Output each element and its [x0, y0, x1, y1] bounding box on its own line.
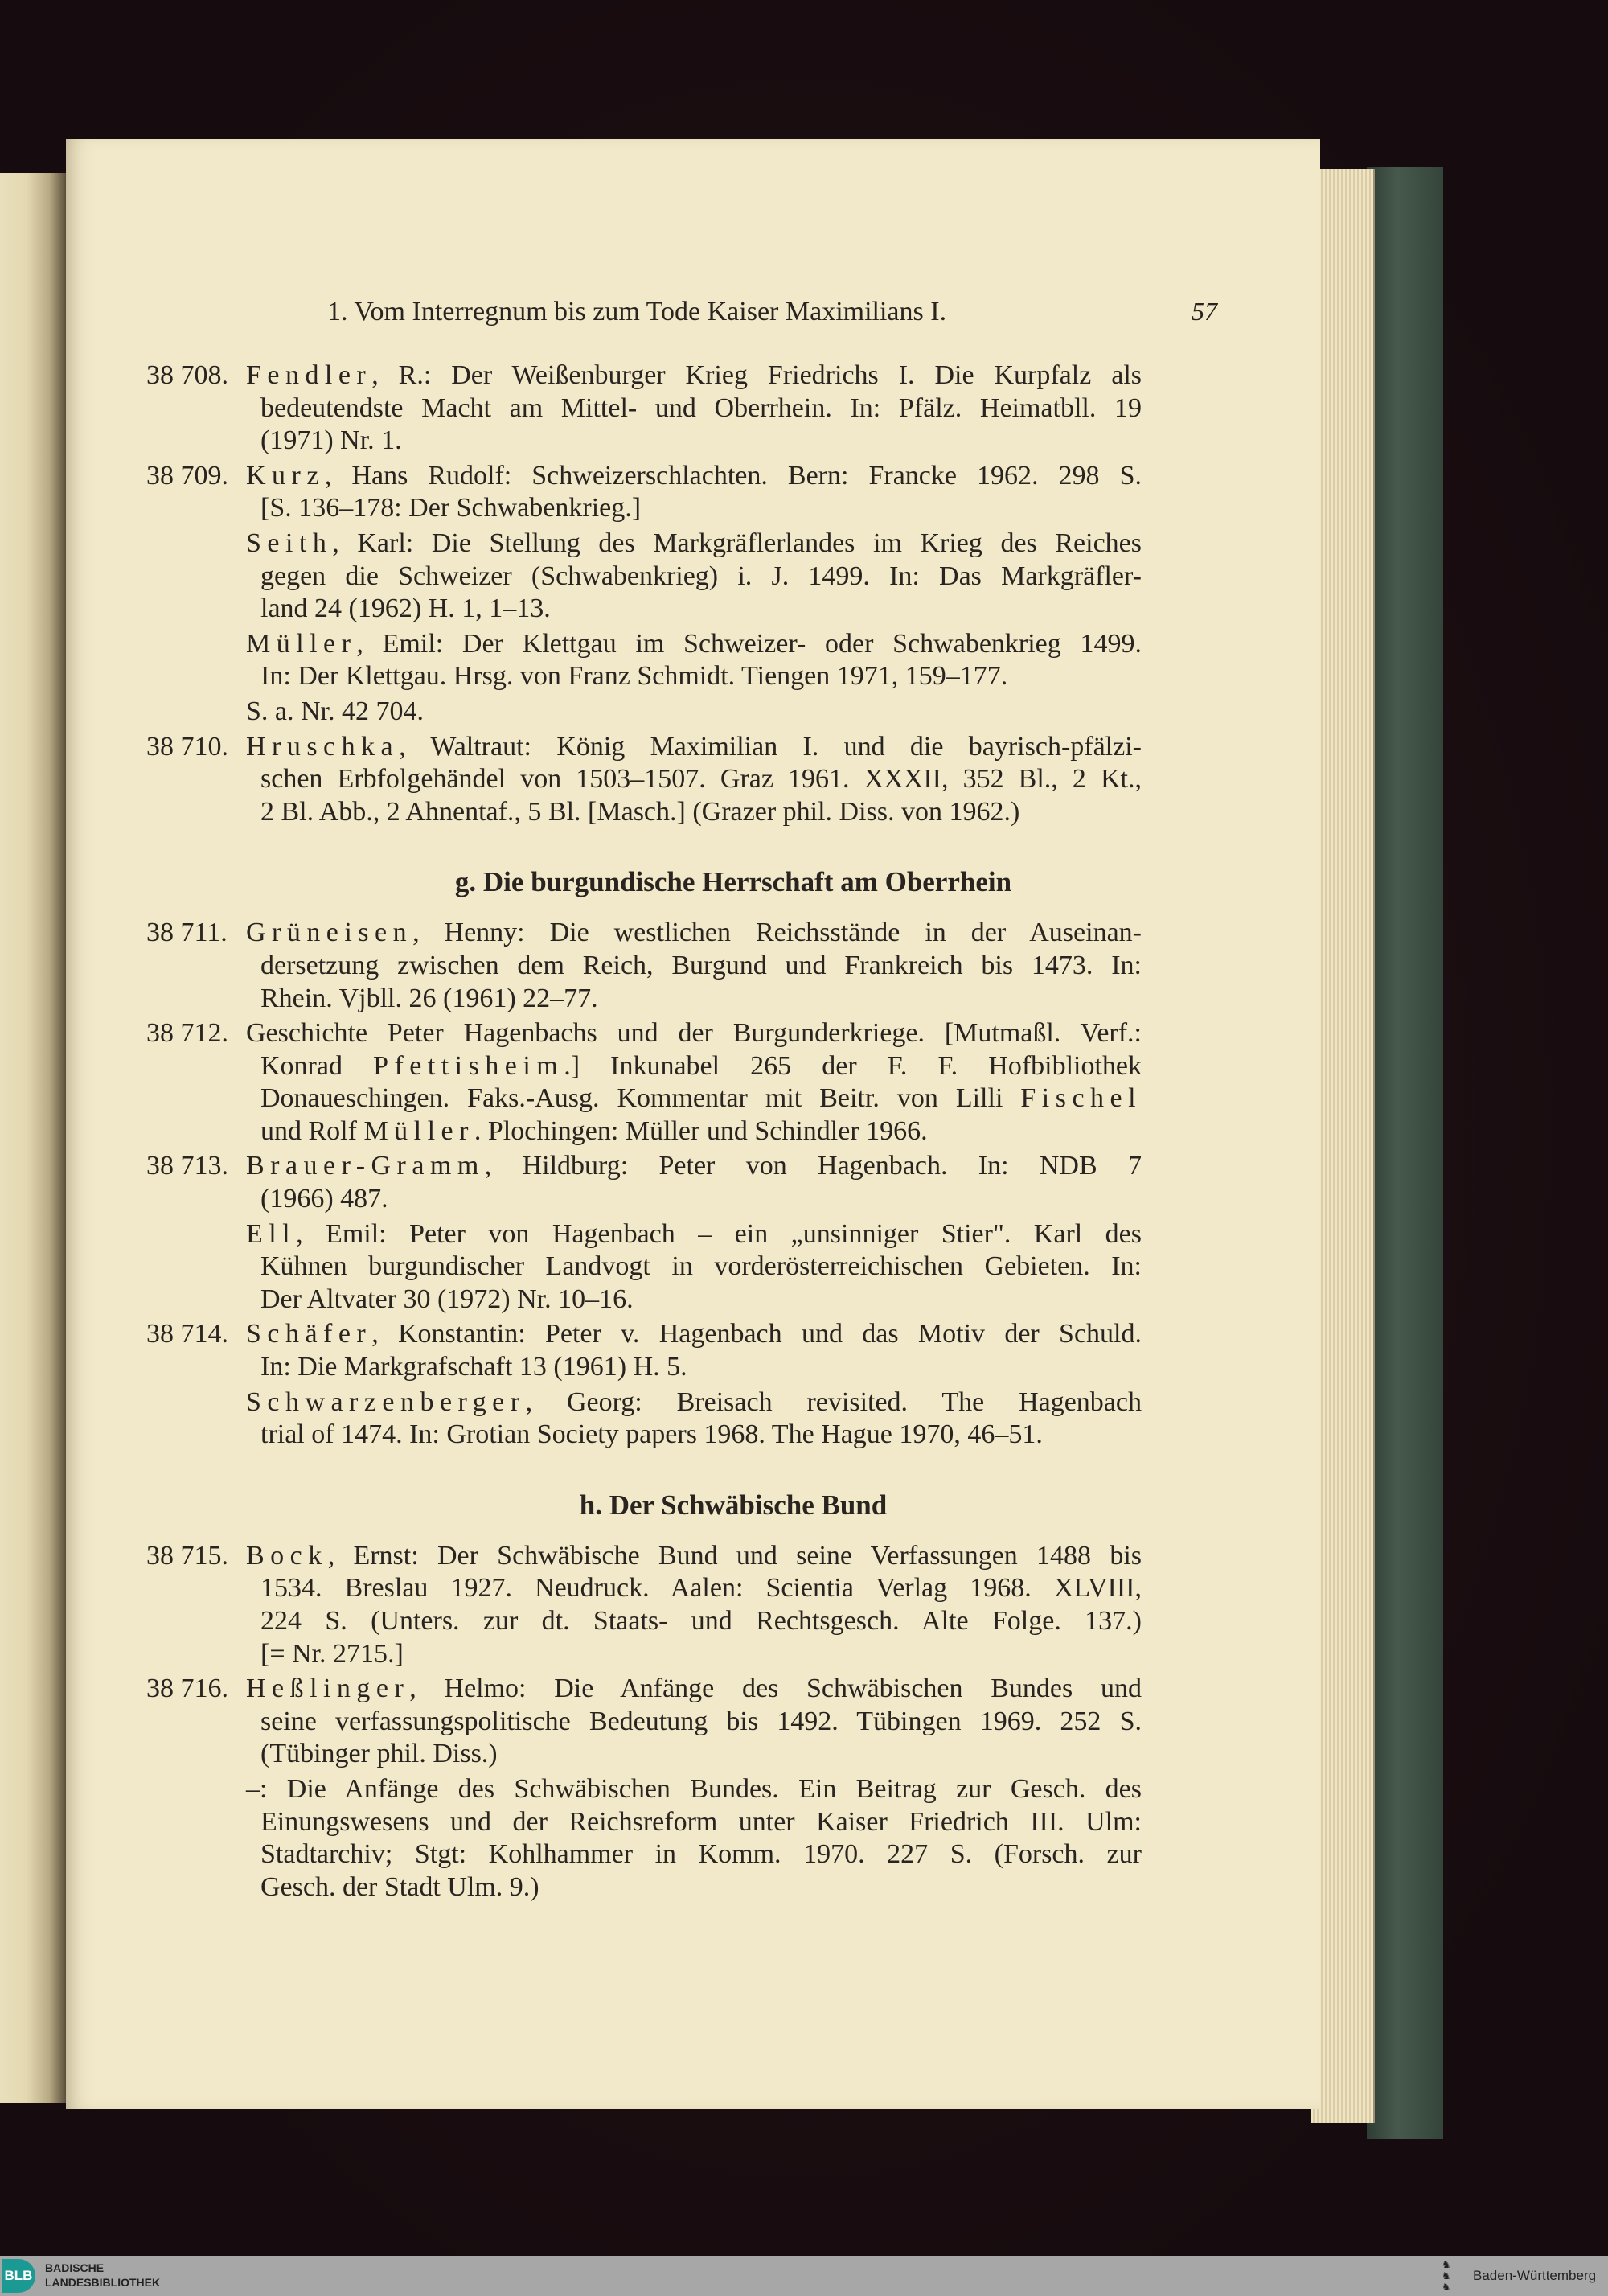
- text-segment: , Emil: Der Klettgau im Schweizer- oder Schwabenkrieg 1499.: [356, 628, 1142, 659]
- blb-logo-line2: LANDESBIBLIOTHEK: [45, 2276, 161, 2289]
- text-segment: , R.: Der Weißenburger Krieg Friedrichs I. Die Kurpfalz als: [371, 360, 1142, 390]
- text-segment: , Helmo: Die Anfänge des Schwäbischen Bundes und: [409, 1674, 1142, 1704]
- running-head-title: 1. Vom Interregnum bis zum Tode Kaiser Maximilians I.: [327, 297, 947, 327]
- page-content: [146, 295, 1224, 1904]
- author-name: Bock: [246, 1540, 328, 1571]
- author-name: Pfettisheim: [373, 1050, 564, 1081]
- entry-text: [246, 1540, 1142, 1573]
- author-name: Grüneisen: [246, 918, 413, 948]
- entry-line: [146, 660, 1224, 693]
- entry-text: [260, 1738, 1142, 1771]
- author-name: Seith: [246, 528, 333, 558]
- entry-text: [260, 763, 1142, 796]
- entry-text: [260, 1251, 1142, 1284]
- text-segment: .] Inkunabel 265 der F. F. Hofbibliothek: [564, 1050, 1142, 1081]
- text-segment: trial of 1474. In: Grotian Society papers 1968. The Hague 1970, 46–51.: [260, 1419, 1043, 1450]
- entry-line: [146, 492, 1224, 525]
- text-segment: . Plochingen: Müller und Schindler 1966.: [474, 1115, 928, 1146]
- entry-line: [146, 528, 1224, 561]
- entry-text: [246, 460, 1142, 493]
- entry-line: [146, 561, 1224, 594]
- author-name: Schwarzenberger: [246, 1386, 526, 1417]
- text-segment: seine verfassungspolitische Bedeutung bis 1492. Tübingen 1969. 252 S.: [260, 1706, 1142, 1736]
- text-segment: (Tübinger phil. Diss.): [260, 1739, 498, 1769]
- page-stack-edges: [1311, 169, 1375, 2123]
- text-segment: [= Nr. 2715.]: [260, 1638, 404, 1669]
- text-segment: (1971) Nr. 1.: [260, 425, 402, 456]
- entry-line: [146, 1318, 1224, 1351]
- entry-line: [146, 1638, 1224, 1671]
- entry-text: [246, 1773, 1142, 1806]
- entry-text: [260, 1183, 1142, 1216]
- entry-text: [260, 593, 1142, 626]
- author-name: Hruschka: [246, 731, 400, 762]
- author-name: Ell: [246, 1218, 297, 1249]
- entry-line: [146, 1082, 1224, 1115]
- entry-line: [146, 763, 1224, 796]
- text-segment: bedeutendste Macht am Mittel- und Oberrhein. In: Pfälz. Heimatbll. 19: [260, 392, 1142, 423]
- entry-text: [246, 628, 1142, 661]
- text-segment: , Ernst: Der Schwäbische Bund und seine Verfassungen 1488 bis: [327, 1540, 1142, 1571]
- entry-line: [146, 1806, 1224, 1839]
- text-segment: , Emil: Peter von Hagenbach – ein „unsinniger Stier". Karl des: [296, 1218, 1142, 1249]
- entry-line: [146, 1673, 1224, 1706]
- text-segment: , Georg: Breisach revisited. The Hagenbach: [525, 1386, 1142, 1417]
- facing-page-edge: [0, 173, 66, 2103]
- entry-number: 38 712.: [146, 1018, 228, 1049]
- entry-line: [146, 1838, 1224, 1871]
- bibliography-entry: [146, 1150, 1224, 1215]
- author-name: Müller: [363, 1115, 474, 1146]
- text-segment: Kühnen burgundischer Landvogt in vorderösterreichischen Gebieten. In:: [260, 1251, 1142, 1282]
- section-heading: h. Der Schwäbische Bund: [579, 1489, 888, 1521]
- entry-number: 38 711.: [146, 918, 228, 948]
- entry-text: [260, 1838, 1142, 1871]
- text-segment: In: Der Klettgau. Hrsg. von Franz Schmidt. Tiengen 1971, 159–177.: [260, 661, 1008, 692]
- entry-line: [146, 1183, 1224, 1216]
- entry-text: [246, 696, 1142, 729]
- text-segment: , Karl: Die Stellung des Markgräflerlandes im Krieg des Reiches: [332, 528, 1142, 558]
- entry-line: [146, 1386, 1224, 1419]
- entry-line: [146, 460, 1224, 493]
- entry-line: [146, 696, 1224, 729]
- text-segment: –: Die Anfänge des Schwäbischen Bundes. Ein Beitrag zur Gesch. des: [246, 1773, 1142, 1804]
- entry-text: [260, 1871, 1142, 1904]
- entry-text: [246, 1218, 1142, 1251]
- entry-line: [146, 731, 1224, 764]
- baden-wuerttemberg-logo-text: Baden-Württemberg: [1473, 2268, 1597, 2283]
- text-segment: S. a. Nr. 42 704.: [246, 696, 424, 726]
- entry-line: [146, 1540, 1224, 1573]
- author-name: Fendler: [246, 360, 372, 390]
- text-segment: 2 Bl. Abb., 2 Ahnentaf., 5 Bl. [Masch.] (Grazer phil. Diss. von 1962.): [260, 796, 1020, 827]
- text-segment: [S. 136–178: Der Schwabenkrieg.]: [260, 493, 642, 524]
- bibliography-entry: [146, 359, 1224, 458]
- text-segment: schen Erbfolgehändel von 1503–1507. Graz 1961. XXXII, 352 Bl., 2 Kt.,: [260, 764, 1142, 795]
- text-segment: , Waltraut: König Maximilian I. und die bayrisch-pfälzi-: [399, 731, 1142, 762]
- bibliography-entry: [146, 460, 1224, 525]
- entry-text: [260, 392, 1142, 425]
- entry-number: 38 708.: [146, 360, 228, 390]
- text-segment: Stadtarchiv; Stgt: Kohlhammer in Komm. 1970. 227 S. (Forsch. zur: [260, 1839, 1142, 1870]
- entry-line: [146, 359, 1224, 392]
- text-segment: Donaueschingen. Faks.-Ausg. Kommentar mit Beitr. von Lilli: [260, 1083, 1021, 1114]
- entry-text: [260, 1706, 1142, 1739]
- viewer-footer: [0, 2256, 1608, 2296]
- entry-text: [260, 1806, 1142, 1839]
- entry-line: [146, 1050, 1224, 1083]
- entry-line: [146, 1706, 1224, 1739]
- entry-line: [146, 950, 1224, 983]
- entry-text: [246, 917, 1142, 950]
- entry-number: 38 710.: [146, 731, 228, 762]
- entry-text: [260, 983, 1142, 1016]
- entry-line: [146, 1419, 1224, 1452]
- bibliography-entry: [146, 1673, 1224, 1771]
- entry-text: [246, 731, 1142, 764]
- text-segment: 224 S. (Unters. zur dt. Staats- und Rechtsgesch. Alte Folge. 137.): [260, 1606, 1142, 1636]
- section-heading: g. Die burgundische Herrschaft am Oberrhein: [454, 866, 1012, 898]
- entry-number: 38 716.: [146, 1674, 228, 1704]
- entry-line: [146, 917, 1224, 950]
- entry-text: [246, 359, 1142, 392]
- entry-text: [260, 1115, 1142, 1148]
- entry-text: [260, 1351, 1142, 1384]
- page-number: 57: [1192, 297, 1217, 326]
- entry-text: [246, 1017, 1142, 1050]
- entry-line: [146, 1351, 1224, 1384]
- entry-line: [146, 1251, 1224, 1284]
- text-segment: Gesch. der Stadt Ulm. 9.): [260, 1871, 539, 1902]
- entry-number: 38 715.: [146, 1540, 228, 1571]
- entry-line: [146, 1605, 1224, 1638]
- text-segment: (1966) 487.: [260, 1184, 388, 1214]
- entry-line: [146, 1572, 1224, 1605]
- text-segment: Einungswesens und der Reichsreform unter Kaiser Friedrich III. Ulm:: [260, 1806, 1142, 1837]
- bibliography-entry: [146, 1218, 1224, 1316]
- entry-line: [146, 1017, 1224, 1050]
- entry-text: [246, 1318, 1142, 1351]
- text-segment: , Hans Rudolf: Schweizerschlachten. Bern: Francke 1962. 298 S.: [324, 460, 1142, 491]
- entry-text: [260, 425, 1142, 458]
- text-segment: und Rolf: [260, 1115, 364, 1146]
- text-segment: Der Altvater 30 (1972) Nr. 10–16.: [260, 1284, 634, 1314]
- entry-line: [146, 1738, 1224, 1771]
- entry-number: 38 714.: [146, 1319, 228, 1349]
- entry-line: [146, 1284, 1224, 1316]
- entry-line: [146, 593, 1224, 626]
- entry-text: [260, 1419, 1142, 1452]
- entry-text: [260, 1284, 1142, 1316]
- text-segment: Konrad: [260, 1050, 374, 1081]
- bibliography-entry: [146, 1773, 1224, 1904]
- entry-text: [260, 1638, 1142, 1671]
- entry-text: [260, 660, 1142, 693]
- entry-line: [146, 1871, 1224, 1904]
- author-name: Fischel: [1020, 1083, 1142, 1114]
- book-page: [66, 139, 1320, 2109]
- entry-text: [246, 1386, 1142, 1419]
- entry-text: [260, 1605, 1142, 1638]
- author-name: Brauer-Gramm: [246, 1151, 485, 1181]
- author-name: Kurz: [246, 460, 325, 491]
- bibliography-entry: [146, 628, 1224, 693]
- entry-text: [260, 1572, 1142, 1605]
- text-segment: In: Die Markgrafschaft 13 (1961) H. 5.: [260, 1352, 687, 1382]
- bibliography-entry: [146, 1318, 1224, 1383]
- bibliography-entry: [146, 1540, 1224, 1670]
- baden-wuerttemberg-lions-icon: ♞ ♞ ♞: [1442, 2258, 1451, 2293]
- author-name: Müller: [246, 628, 357, 659]
- text-segment: Geschichte Peter Hagenbachs und der Burgunderkriege. [Mutmaßl. Verf.:: [246, 1018, 1142, 1049]
- entry-text: [260, 561, 1142, 594]
- entry-number: 38 713.: [146, 1151, 228, 1181]
- author-name: Schäfer: [246, 1319, 372, 1349]
- entry-text: [260, 796, 1142, 829]
- author-name: Heßlinger: [246, 1674, 410, 1704]
- blb-logo-text: [45, 2261, 160, 2290]
- text-segment: Rhein. Vjbll. 26 (1961) 22–77.: [260, 983, 598, 1013]
- text-segment: land 24 (1962) H. 1, 1–13.: [260, 594, 551, 624]
- entry-text: [246, 1150, 1142, 1183]
- entry-line: [146, 983, 1224, 1016]
- entry-text: [260, 950, 1142, 983]
- entry-line: [146, 628, 1224, 661]
- entry-line: [146, 392, 1224, 425]
- blb-logo-line1: BADISCHE: [45, 2261, 105, 2274]
- bibliography-entry: [146, 696, 1224, 729]
- bibliography-entry: [146, 1017, 1224, 1148]
- text-segment: 1534. Breslau 1927. Neudruck. Aalen: Scientia Verlag 1968. XLVIII,: [260, 1573, 1142, 1604]
- entry-text: [260, 1082, 1142, 1115]
- bibliography-entry: [146, 917, 1224, 1015]
- bibliography-entry: [146, 1386, 1224, 1452]
- book-cover-edge: [1367, 167, 1443, 2139]
- entry-text: [246, 1673, 1142, 1706]
- entry-text: [260, 1050, 1142, 1083]
- entry-line: [146, 1218, 1224, 1251]
- entry-line: [146, 796, 1224, 829]
- entry-line: [146, 1150, 1224, 1183]
- text-segment: , Konstantin: Peter v. Hagenbach und das Motiv der Schuld.: [371, 1319, 1142, 1349]
- entry-line: [146, 1773, 1224, 1806]
- entry-text: [246, 528, 1142, 561]
- bibliography-entry: [146, 528, 1224, 626]
- entry-number: 38 709.: [146, 460, 228, 491]
- text-segment: dersetzung zwischen dem Reich, Burgund und Frankreich bis 1473. In:: [260, 950, 1142, 980]
- entry-text: [260, 492, 1142, 525]
- blb-logo[interactable]: BLB: [2, 2259, 35, 2293]
- running-head: [146, 295, 1224, 328]
- text-segment: gegen die Schweizer (Schwabenkrieg) i. J. 1499. In: Das Markgräfler-: [260, 561, 1142, 591]
- entry-line: [146, 1115, 1224, 1148]
- bibliography-entry: [146, 731, 1224, 829]
- entry-line: [146, 425, 1224, 458]
- text-segment: , Henny: Die westlichen Reichsstände in der Auseinan-: [412, 918, 1142, 948]
- text-segment: , Hildburg: Peter von Hagenbach. In: NDB 7: [484, 1151, 1142, 1181]
